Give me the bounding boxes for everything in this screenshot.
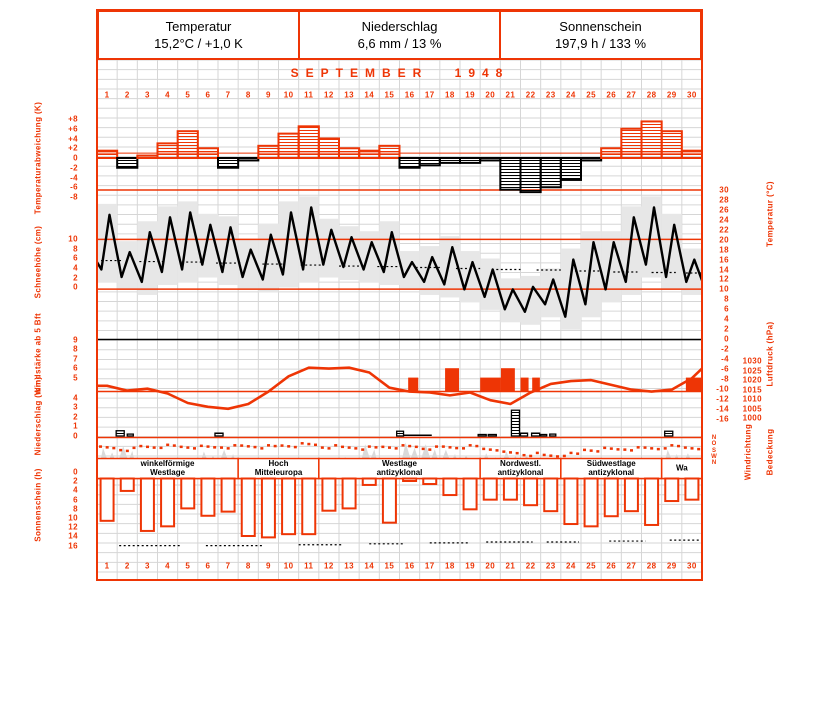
day-number-bottom: 25 <box>586 561 596 571</box>
tick-temperature: 26 <box>719 205 729 215</box>
tick-sunshine: 14 <box>68 531 78 541</box>
tick-temperature: -2 <box>721 344 729 354</box>
day-number-bottom: 8 <box>245 561 251 571</box>
tick-temp-deviation: -8 <box>70 192 78 202</box>
tick-sunshine: 16 <box>68 541 78 551</box>
day-number-top: 15 <box>384 90 395 100</box>
tick-wind-rose: N <box>711 460 717 467</box>
day-number-bottom: 29 <box>666 561 677 571</box>
tick-wind-rose: S <box>711 447 717 454</box>
tick-sunshine: 2 <box>73 476 78 486</box>
tick-temp-deviation: +2 <box>68 143 78 153</box>
tick-precipitation: 1 <box>73 421 78 431</box>
tick-temperature: 2 <box>724 324 729 334</box>
day-number-bottom: 23 <box>545 561 556 571</box>
day-number-bottom: 13 <box>344 561 354 571</box>
weather-pattern-label: Wa <box>675 463 688 473</box>
day-number-bottom: 28 <box>646 561 657 571</box>
day-number-top: 27 <box>626 90 637 100</box>
tick-wind-rose: O <box>711 441 717 448</box>
tick-temperature: -10 <box>716 384 729 394</box>
tick-temperature: 28 <box>719 195 729 205</box>
tick-temp-deviation: -2 <box>70 163 78 173</box>
axis-label-temperature: Temperatur (°C) <box>765 181 775 247</box>
weather-pattern-label: Südwestlage antizyklonal <box>586 459 636 477</box>
day-number-top: 2 <box>124 90 130 100</box>
day-number-bottom: 3 <box>144 561 150 571</box>
day-number-top: 30 <box>687 90 697 100</box>
tick-pressure: 1010 <box>742 394 762 404</box>
tick-temp-deviation: +4 <box>68 134 78 143</box>
day-number-bottom: 20 <box>485 561 496 571</box>
tick-snow-height: 8 <box>73 244 78 254</box>
day-number-top: 9 <box>265 90 271 100</box>
tick-temperature: 6 <box>724 304 729 314</box>
tick-wind-strength: 7 <box>73 354 78 364</box>
tick-wind-rose: N <box>711 435 717 441</box>
tick-sunshine: 6 <box>73 495 78 505</box>
tick-wind-rose: W <box>711 453 717 460</box>
tick-temperature: -14 <box>716 404 729 414</box>
day-number-top: 28 <box>646 90 657 100</box>
weather-pattern-label: Hoch Mitteleuropa <box>254 459 303 477</box>
day-number-top: 21 <box>505 90 516 100</box>
tick-sunshine: 8 <box>73 504 78 514</box>
tick-wind-strength: 5 <box>73 373 78 383</box>
day-number-top: 13 <box>344 90 354 100</box>
tick-temperature: 18 <box>719 245 729 255</box>
day-number-top: 3 <box>144 90 150 100</box>
day-number-top: 6 <box>205 90 211 100</box>
day-number-top: 29 <box>666 90 677 100</box>
tick-snow-height: 2 <box>73 273 78 283</box>
tick-wind-strength: 9 <box>73 335 78 345</box>
tick-temperature: -12 <box>716 394 729 404</box>
tick-pressure: 1020 <box>742 375 762 385</box>
tick-temp-deviation: +6 <box>68 124 78 134</box>
day-number-bottom: 27 <box>626 561 637 571</box>
day-number-top: 14 <box>364 90 375 100</box>
tick-precipitation: 3 <box>73 402 78 412</box>
tick-sunshine: 10 <box>68 513 78 523</box>
tick-pressure: 1030 <box>742 356 762 366</box>
tick-pressure: 1025 <box>742 366 762 376</box>
day-number-top: 23 <box>545 90 556 100</box>
tick-temperature: 8 <box>724 294 729 304</box>
day-number-top: 25 <box>586 90 596 100</box>
day-number-top: 4 <box>165 90 171 100</box>
tick-precipitation: 2 <box>73 412 78 422</box>
day-number-top: 12 <box>324 90 334 100</box>
day-number-bottom: 15 <box>384 561 395 571</box>
header-sunshine-label: Sonnenschein <box>559 19 642 34</box>
axis-label-temp-deviation: Temperaturabweichung (K) <box>33 101 43 215</box>
day-number-top: 16 <box>404 90 415 100</box>
day-number-bottom: 21 <box>505 561 516 571</box>
tick-wind-strength: 8 <box>73 344 78 354</box>
day-number-bottom: 19 <box>465 561 475 571</box>
day-number-bottom: 12 <box>324 561 334 571</box>
weather-pattern-label: Westlage antizyklonal <box>376 459 423 477</box>
day-number-bottom: 17 <box>424 561 435 571</box>
day-number-top: 7 <box>225 90 231 100</box>
weather-pattern-label: winkelförmige Westlage <box>140 459 195 477</box>
tick-snow-height: 4 <box>73 263 78 273</box>
axis-label-pressure: Luftdruck (hPa) <box>765 321 775 387</box>
day-number-bottom: 22 <box>525 561 536 571</box>
tick-sunshine: 4 <box>73 485 78 495</box>
day-number-bottom: 30 <box>687 561 697 571</box>
tick-pressure: 1005 <box>742 404 762 414</box>
tick-temperature: 24 <box>719 215 729 225</box>
tick-temp-deviation: 0 <box>73 153 78 163</box>
day-number-bottom: 6 <box>205 561 211 571</box>
tick-temperature: -16 <box>716 414 729 424</box>
tick-temperature: 22 <box>719 225 729 235</box>
tick-temperature: -8 <box>721 374 729 384</box>
tick-temperature: -6 <box>721 364 729 374</box>
tick-temperature: 4 <box>724 314 729 324</box>
tick-precipitation: 0 <box>73 431 78 441</box>
day-number-bottom: 7 <box>225 561 231 571</box>
tick-pressure: 1000 <box>742 413 762 423</box>
day-number-top: 8 <box>245 90 251 100</box>
day-number-top: 22 <box>525 90 536 100</box>
day-number-bottom: 4 <box>165 561 171 571</box>
header-temperature-label: Temperatur <box>165 19 232 34</box>
header-sunshine-value: 197,9 h / 133 % <box>554 36 647 51</box>
tick-snow-height: 10 <box>68 234 78 244</box>
axis-label-wind-direction: Windrichtung <box>743 423 753 481</box>
day-number-bottom: 14 <box>364 561 375 571</box>
tick-snow-height: 0 <box>73 282 78 292</box>
day-number-top: 20 <box>485 90 496 100</box>
tick-sunshine: 12 <box>68 522 78 532</box>
day-number-bottom: 24 <box>566 561 576 571</box>
day-number-bottom: 5 <box>185 561 191 571</box>
tick-precipitation: 4 <box>73 393 78 403</box>
tick-temperature: 20 <box>719 235 729 245</box>
tick-temperature: 30 <box>719 185 729 195</box>
tick-temp-deviation: +8 <box>68 114 78 124</box>
month-title: SEPTEMBER 1948 <box>290 66 510 80</box>
header-precipitation-label: Niederschlag <box>361 19 438 34</box>
day-number-top: 19 <box>465 90 475 100</box>
day-number-bottom: 1 <box>104 561 110 571</box>
tick-temperature: 16 <box>719 255 729 265</box>
tick-sunshine: 0 <box>73 467 78 477</box>
header-temperature-value: 15,2°C / +1,0 K <box>154 36 243 51</box>
tick-temperature: 0 <box>724 334 729 344</box>
day-number-top: 26 <box>606 90 617 100</box>
day-number-bottom: 18 <box>445 561 455 571</box>
day-number-top: 1 <box>104 90 110 100</box>
day-number-top: 5 <box>185 90 191 100</box>
axis-label-snow-height: Schneehöhe (cm) <box>33 225 43 299</box>
tick-pressure: 1015 <box>742 385 762 395</box>
day-number-bottom: 9 <box>265 561 271 571</box>
day-number-bottom: 16 <box>404 561 415 571</box>
day-number-top: 11 <box>304 90 314 100</box>
tick-temp-deviation: -4 <box>70 173 78 182</box>
tick-temperature: -4 <box>721 354 729 364</box>
tick-temperature: 10 <box>719 284 729 294</box>
day-number-top: 24 <box>566 90 576 100</box>
day-number-bottom: 10 <box>283 561 294 571</box>
tick-snow-height: 6 <box>73 253 78 263</box>
day-number-bottom: 26 <box>606 561 617 571</box>
axis-label-cloud-cover: Bedeckung <box>765 428 775 476</box>
tick-temp-deviation: -6 <box>70 182 78 192</box>
tick-wind-strength: 6 <box>73 363 78 373</box>
day-number-bottom: 11 <box>304 561 314 571</box>
day-number-bottom: 2 <box>124 561 130 571</box>
weather-pattern-label: Nordwestl. antizyklonal <box>497 459 544 477</box>
axis-label-sunshine: Sonnenschein (h) <box>33 468 43 542</box>
tick-temperature: 12 <box>719 274 729 284</box>
axis-label-precipitation: Niederschlag (mm) <box>33 376 43 456</box>
day-number-top: 18 <box>445 90 455 100</box>
day-number-top: 17 <box>424 90 435 100</box>
axis-label-wind-strength: Windstärke ab 5 Bft <box>33 312 43 396</box>
tick-temperature: 14 <box>719 265 729 275</box>
day-number-top: 10 <box>283 90 294 100</box>
header-precipitation-value: 6,6 mm / 13 % <box>357 36 442 51</box>
